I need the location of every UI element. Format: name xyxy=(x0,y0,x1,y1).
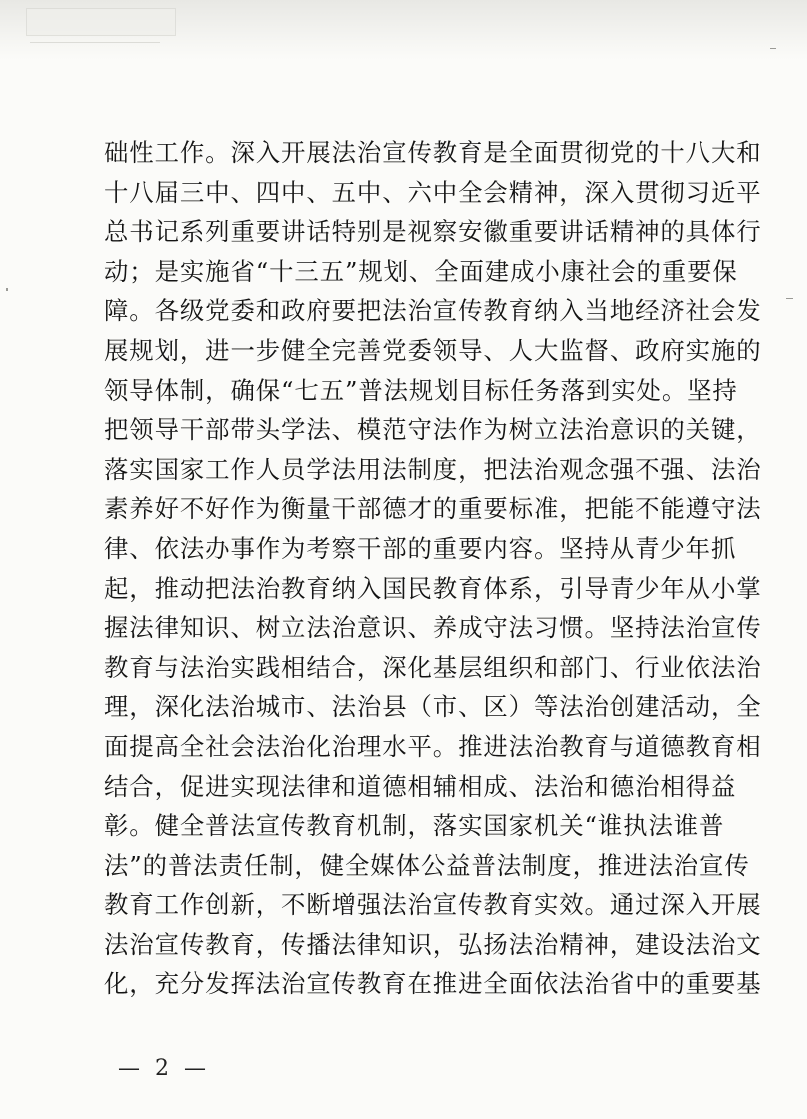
scan-mark-right xyxy=(786,298,793,299)
text-line-9: 落实国家工作人员学法用法制度，把法治观念强不强、法治 xyxy=(104,454,762,484)
scan-mark-top-right xyxy=(770,48,776,49)
text-line-6: 展规划，进一步健全完善党委领导、人大监督、政府实施的 xyxy=(104,335,762,365)
text-line-20: 教育工作创新，不断增强法治宣传教育实效。通过深入开展 xyxy=(104,890,762,920)
text-line-1: 础性工作。深入开展法治宣传教育是全面贯彻党的十八大和 xyxy=(104,138,762,167)
text-line-11: 律、依法办事作为考察干部的重要内容。坚持从青少年抓 xyxy=(104,533,737,563)
page-number: — 2 — xyxy=(118,1056,210,1081)
text-line-17: 结合，促进实现法律和道德相辅相成、法治和德治相得益 xyxy=(104,771,737,801)
text-line-15: 理，深化法治城市、法治县（市、区）等法治创建活动，全 xyxy=(104,692,762,722)
text-line-13: 握法律知识、树立法治意识、养成守法习惯。坚持法治宣传 xyxy=(104,613,762,643)
text-line-22: 化，充分发挥法治宣传教育在推进全面依法治省中的重要基 xyxy=(104,969,762,999)
text-line-4: 动；是实施省“十三五”规划、全面建成小康社会的重要保 xyxy=(104,256,738,286)
text-line-7: 领导体制，确保“七五”普法规划目标任务落到实处。坚持 xyxy=(104,375,738,405)
scan-mark-left xyxy=(6,288,8,291)
document-body xyxy=(104,133,762,1004)
text-line-18: 彰。健全普法宣传教育机制，落实国家机关“谁执法谁普 xyxy=(104,811,725,841)
text-line-8: 把领导干部带头学法、模范守法作为树立法治意识的关键， xyxy=(104,415,762,445)
faded-header-rule xyxy=(30,42,160,43)
text-line-19: 法”的普法责任制，健全媒体公益普法制度，推进法治宣传 xyxy=(104,850,750,880)
text-line-16: 面提高全社会法治化治理水平。推进法治教育与道德教育相 xyxy=(104,731,762,761)
text-line-5: 障。各级党委和政府要把法治宣传教育纳入当地经济社会发 xyxy=(104,296,762,326)
faded-header-stamp xyxy=(26,8,176,36)
text-line-14: 教育与法治实践相结合，深化基层组织和部门、行业依法治 xyxy=(104,652,762,682)
text-line-12: 起，推动把法治教育纳入国民教育体系，引导青少年从小掌 xyxy=(104,573,762,603)
text-line-10: 素养好不好作为衡量干部德才的重要标准，把能不能遵守法 xyxy=(104,494,762,524)
text-line-3: 总书记系列重要讲话特别是视察安徽重要讲话精神的具体行 xyxy=(104,217,762,247)
text-line-21: 法治宣传教育，传播法律知识，弘扬法治精神，建设法治文 xyxy=(104,929,762,959)
text-line-2: 十八届三中、四中、五中、六中全会精神，深入贯彻习近平 xyxy=(104,177,762,207)
